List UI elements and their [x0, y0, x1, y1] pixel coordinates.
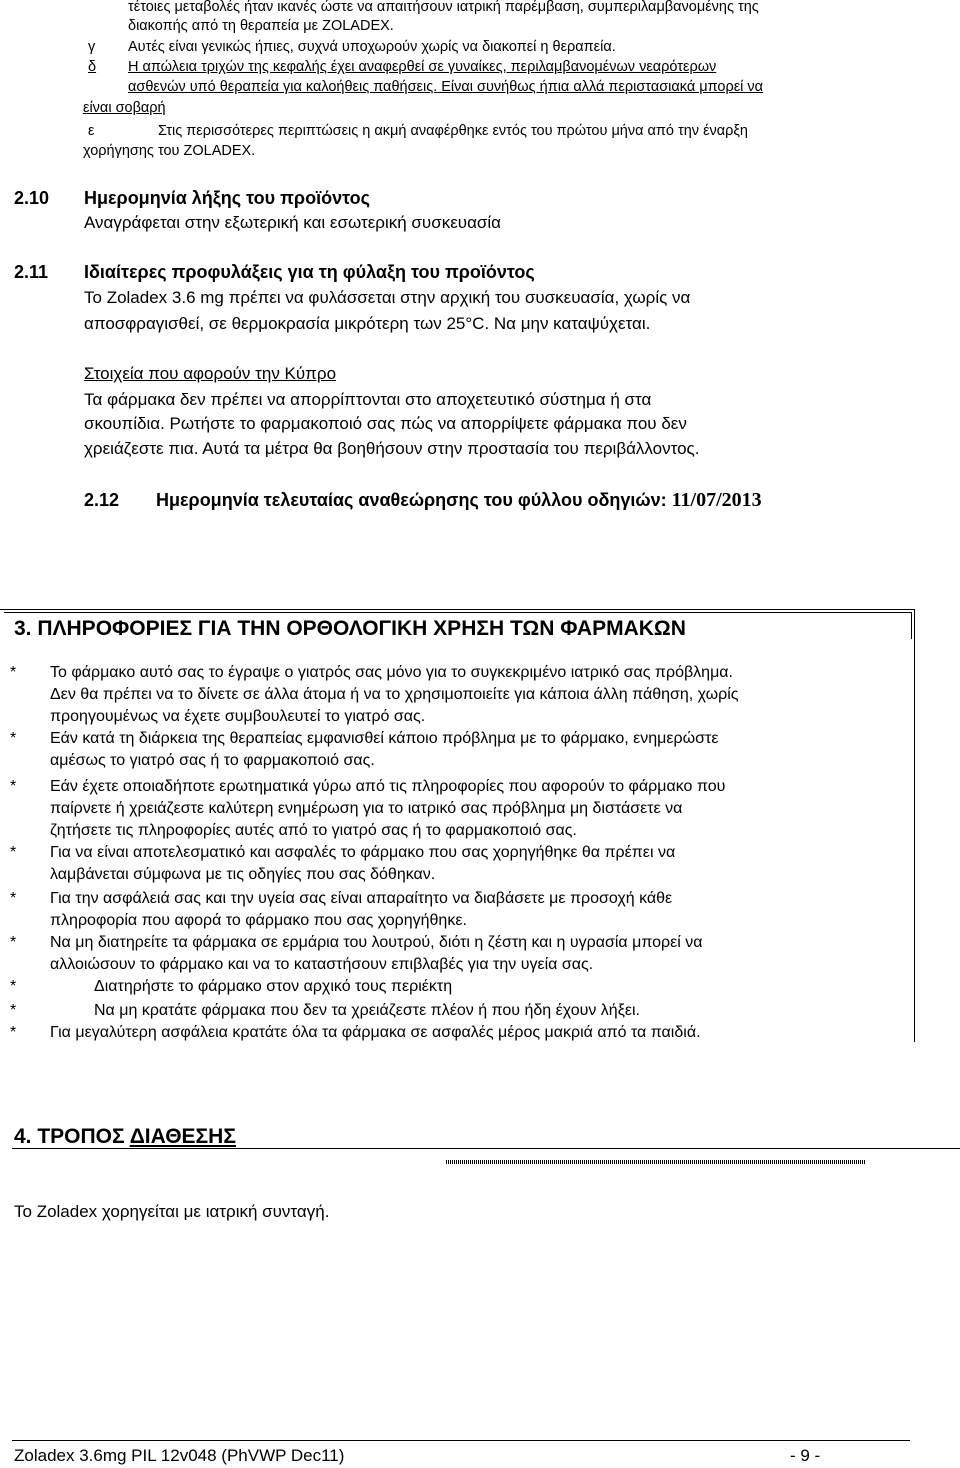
cyprus-heading: Στοιχεία που αφορούν την Κύπρο	[84, 364, 337, 383]
note-text: Η απώλεια τριχών της κεφαλής έχει αναφερθεί σε γυναίκες, περιλαμβανομένων νεαρότερων	[128, 59, 717, 75]
section-text: αποσφραγισθεί, σε θερμοκρασία μικρότερη των 25°C. Να μην καταψύχεται.	[84, 314, 651, 333]
note-text: Αυτές είναι γενικώς ήπιες, συχνά υποχωρούν χωρίς να διακοπεί η θεραπεία.	[128, 39, 616, 55]
section-text: Το Zoladex 3.6 mg πρέπει να φυλάσσεται στην αρχική του συσκευασία, χωρίς να	[84, 288, 691, 307]
text-line: τέτοιες μεταβολές ήταν ικανές ώστε να απαιτήσουν ιατρική παρέμβαση, συμπεριλαμβανομένης της	[128, 0, 759, 15]
footer-doc-id: Zoladex 3.6mg PIL 12v048 (PhVWP Dec11)	[14, 1446, 345, 1465]
section-text: Το Zoladex χορηγείται με ιατρική συνταγή.	[14, 1202, 330, 1221]
text-line: διακοπής από τη θεραπεία με ZOLADEX.	[128, 18, 394, 34]
section-number: 2.11	[14, 262, 49, 282]
section-title: Ημερομηνία τελευταίας αναθεώρησης του φύλλου οδηγιών: 11/07/2013	[156, 489, 762, 511]
page-number: - 9 -	[790, 1446, 821, 1465]
note-marker: γ	[88, 39, 96, 55]
section-text: σκουπίδια. Ρωτήστε το φαρμακοποιό σας πώς να απορρίψετε φάρμακα που δεν	[84, 414, 687, 433]
section-title: Ιδιαίτερες προφυλάξεις για τη φύλαξη του προϊόντος	[84, 262, 535, 282]
section-3-title: 3. ΠΛΗΡΟΦΟΡΙΕΣ ΓΙΑ ΤΗΝ ΟΡΘΟΛΟΓΙΚΗ ΧΡΗΣΗ ΤΩΝ ΦΑΡΜΑΚΩΝ	[14, 617, 686, 640]
dashed-rule	[446, 1160, 866, 1164]
note-marker: δ	[88, 59, 97, 75]
note-marker: ε	[88, 123, 95, 139]
section-number: 2.10	[14, 188, 50, 208]
section-number: 2.12	[84, 490, 120, 510]
section-text: Τα φάρμακα δεν πρέπει να απορρίπτονται στο αποχετευτικό σύστημα ή στα	[84, 390, 652, 409]
revision-date: 11/07/2013	[671, 489, 762, 511]
section-text: Αναγράφεται στην εξωτερική και εσωτερική συσκευασία	[84, 213, 502, 232]
note-text: Στις περισσότερες περιπτώσεις η ακμή αναφέρθηκε εντός του πρώτου μήνα από την έναρξη	[158, 123, 748, 139]
note-text: χορήγησης του ZOLADEX.	[83, 143, 256, 159]
section-4-title: 4. ΤΡΟΠΟΣ ΔΙΑΘΕΣΗΣ	[14, 1125, 236, 1148]
note-text: είναι σοβαρή	[83, 100, 166, 116]
footer-rule	[12, 1440, 910, 1441]
section-text: χρειάζεστε πια. Αυτά τα μέτρα θα βοηθήσουν στην προστασία του περιβάλλοντος.	[84, 439, 700, 458]
section-divider	[12, 1148, 960, 1149]
section-title: Ημερομηνία λήξης του προϊόντος	[84, 188, 370, 208]
note-text: ασθενών υπό θεραπεία για καλοήθεις παθήσεις. Είναι συνήθως ήπια αλλά περιστασιακά μπορεί να	[128, 79, 764, 95]
